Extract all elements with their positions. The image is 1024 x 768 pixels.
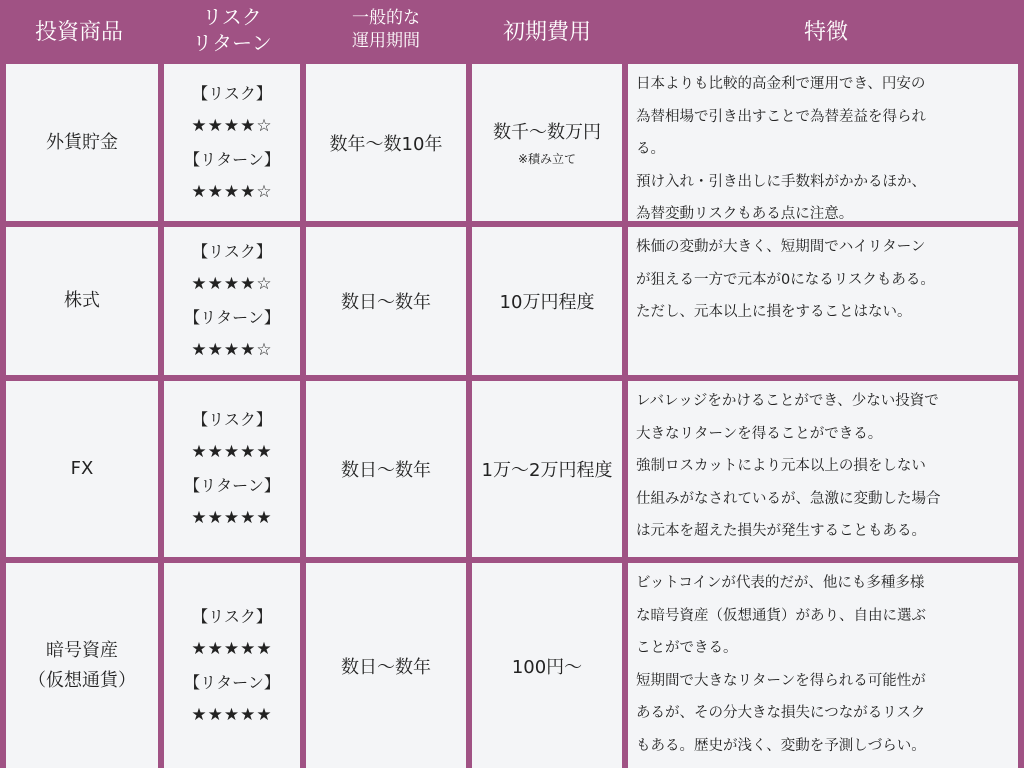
features-cell: [628, 381, 1018, 557]
return-label: 【リターン】: [184, 476, 280, 495]
risk-label: 【リスク】: [192, 410, 272, 429]
features-text: [628, 227, 941, 329]
table-row: [0, 64, 1024, 221]
initial-cost-cell: [472, 64, 622, 221]
header-features: [628, 0, 1024, 60]
product-name-line: 株式: [64, 290, 100, 311]
return-label: 【リターン】: [184, 308, 280, 327]
period-cell: [306, 227, 466, 375]
table-row: [0, 381, 1024, 557]
table-row: [0, 563, 1024, 768]
header-risk-return: [164, 0, 300, 60]
cost-value: 100円〜: [511, 656, 583, 678]
cost-value: 1万〜2万円程度: [481, 460, 613, 481]
product-name-cell: [6, 227, 158, 375]
header-period-line2: 運用期間: [352, 31, 420, 51]
product-name-line: 外貨貯金: [46, 131, 118, 153]
header-product: [0, 0, 158, 60]
cost-value: 数千〜数万円: [493, 121, 601, 143]
feature-line: 仕組みがなされているが、急激に変動した場合: [636, 490, 941, 507]
period-value: 数日〜数年: [341, 292, 431, 313]
return-stars: ★★★★☆: [191, 181, 273, 202]
initial-cost-cell: [472, 563, 622, 768]
period-value: 数日〜数年: [341, 460, 431, 481]
period-value: 数年〜数10年: [329, 133, 443, 155]
feature-line: 為替相場で引き出すことで為替差益を得られ: [636, 108, 926, 125]
cost-note: ※積み立て: [517, 151, 577, 166]
initial-cost-cell: [472, 227, 622, 375]
feature-line: レバレッジをかけることができ、少ない投資で: [636, 393, 939, 409]
header-features-text: 特徴: [803, 19, 848, 45]
feature-line: ビットコインが代表的だが、他にも多種多様: [636, 575, 925, 591]
period-cell: [306, 64, 466, 221]
header-risk-text: リスク: [202, 5, 262, 29]
return-label: 【リターン】: [184, 149, 280, 169]
period-value: 数日〜数年: [341, 656, 431, 678]
feature-line: 大きなリターンを得ることができる。: [636, 425, 883, 442]
return-stars: ★★★★★: [191, 508, 273, 528]
header-period-line1: 一般的な: [352, 8, 420, 28]
feature-line: 短期間で大きなリターンを得られる可能性が: [636, 672, 926, 689]
risk-return-cell: [164, 381, 300, 557]
features-cell: [628, 227, 1018, 375]
risk-label: 【リスク】: [192, 242, 272, 261]
initial-cost-cell: [472, 381, 622, 557]
risk-stars: ★★★★☆: [191, 115, 273, 136]
features-cell: [628, 563, 1018, 768]
features-text: [628, 64, 932, 231]
return-stars: ★★★★☆: [191, 340, 273, 360]
feature-line: 日本よりも比較的高金利で運用でき、円安の: [636, 76, 926, 92]
feature-line: ただし、元本以上に損をすることはない。: [636, 304, 912, 320]
feature-line: ことができる。: [636, 640, 738, 656]
feature-line: 株価の変動が大きく、短期間でハイリターン: [636, 239, 926, 255]
feature-line: な暗号資産（仮想通貨）があり、自由に選ぶ: [636, 607, 926, 624]
feature-line: る。: [636, 141, 665, 157]
header-product-text: 投資商品: [34, 19, 123, 45]
product-name-line: 暗号資産: [46, 639, 118, 661]
product-name-cell: [6, 563, 158, 768]
header-initial-cost-text: 初期費用: [502, 19, 591, 45]
features-text: [628, 381, 947, 548]
product-name-line: （仮想通貨）: [28, 669, 136, 691]
risk-return-cell: [164, 563, 300, 768]
risk-label: 【リスク】: [192, 83, 272, 103]
risk-label: 【リスク】: [192, 606, 272, 626]
risk-stars: ★★★★★: [191, 638, 273, 659]
header-period: [306, 0, 466, 60]
product-name-cell: [6, 64, 158, 221]
risk-stars: ★★★★★: [191, 442, 273, 462]
return-label: 【リターン】: [184, 672, 280, 692]
feature-line: 為替変動リスクもある点に注意。: [636, 206, 854, 222]
feature-line: が狙える一方で元本が0になるリスクもある。: [636, 271, 935, 288]
feature-line: もある。歴史が浅く、変動を予測しづらい。: [636, 737, 926, 754]
risk-stars: ★★★★☆: [191, 274, 273, 294]
cost-value: 10万円程度: [499, 292, 595, 313]
feature-line: は元本を超えた損失が発生することもある。: [636, 523, 926, 539]
feature-line: 強制ロスカットにより元本以上の損をしない: [636, 458, 926, 474]
feature-line: あるが、その分大きな損失につながるリスク: [636, 705, 926, 721]
risk-return-cell: [164, 227, 300, 375]
return-stars: ★★★★★: [191, 704, 273, 725]
product-name-line: FX: [70, 458, 94, 479]
header-initial-cost: [472, 0, 622, 60]
feature-line: 預け入れ・引き出しに手数料がかかるほか、: [636, 173, 926, 190]
table-header: [0, 0, 1024, 60]
period-cell: [306, 381, 466, 557]
features-cell: [628, 64, 1018, 221]
risk-return-cell: [164, 64, 300, 221]
table-row: [0, 227, 1024, 375]
period-cell: [306, 563, 466, 768]
features-text: [628, 563, 932, 762]
product-name-cell: [6, 381, 158, 557]
header-return-text: リターン: [192, 31, 272, 55]
